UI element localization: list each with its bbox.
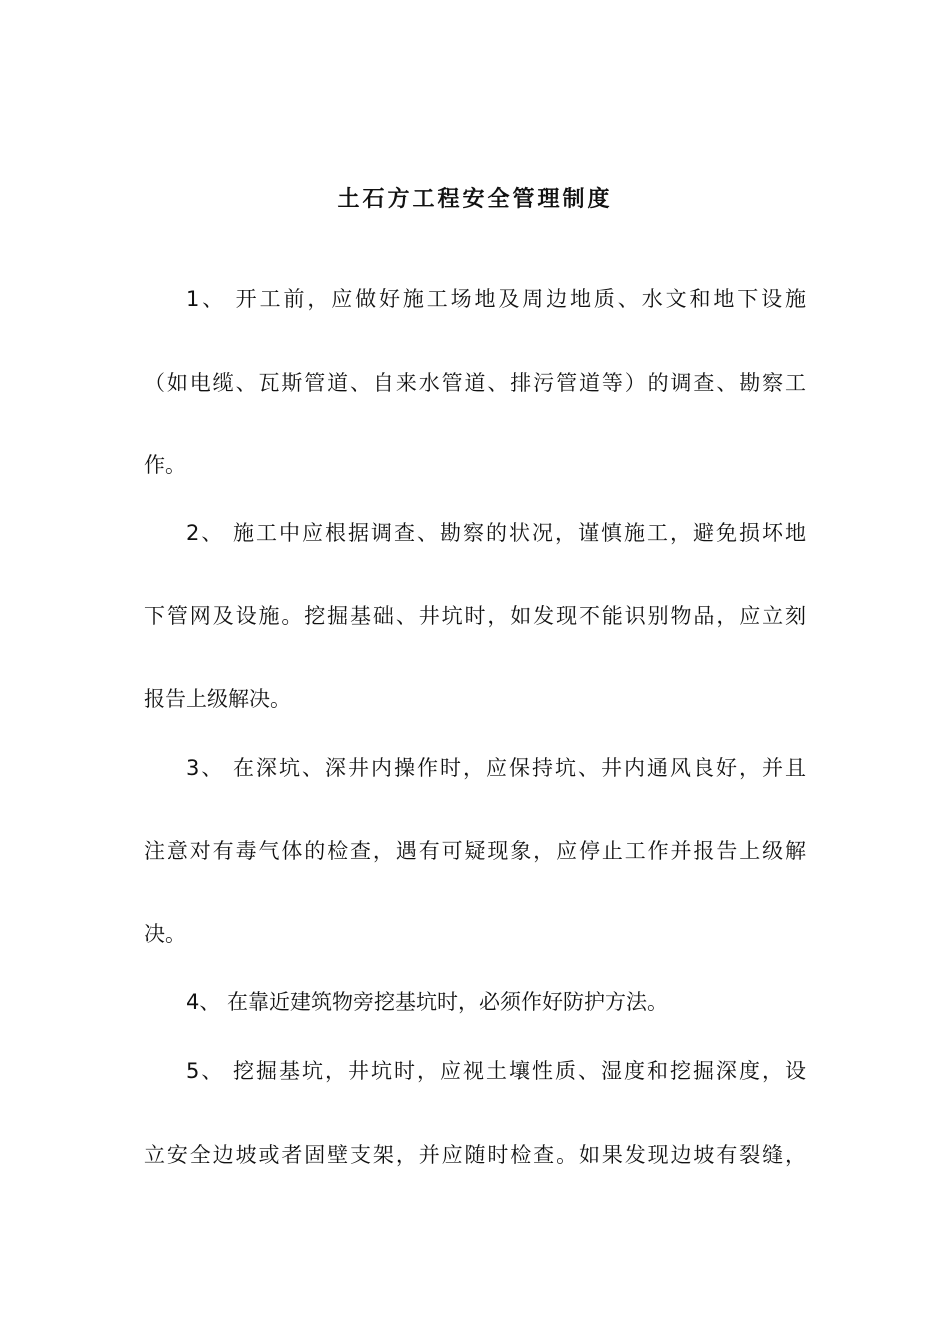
rule-3-line-3: 决。 xyxy=(144,922,186,946)
rule-1-line-3: 作。 xyxy=(144,453,186,477)
rule-4-line-1: 4、 在靠近建筑物旁挖基坑时，必须作好防护方法。 xyxy=(186,990,669,1014)
rule-2-line-2: 下管网及设施。挖掘基础、井坑时，如发现不能识别物品，应立刻 xyxy=(144,604,806,628)
rule-5-line-1: 5、 挖掘基坑，井坑时，应视土壤性质、湿度和挖掘深度，设 xyxy=(186,1059,806,1083)
document-title: 土石方工程安全管理制度 xyxy=(337,186,613,212)
rule-3-line-2: 注意对有毒气体的检查，遇有可疑现象，应停止工作并报告上级解 xyxy=(144,839,806,863)
rule-1-line-2: （如电缆、瓦斯管道、自来水管道、排污管道等）的调查、勘察工 xyxy=(144,371,806,395)
rule-2-line-3: 报告上级解决。 xyxy=(144,687,291,711)
rule-1-line-1: 1、 开工前，应做好施工场地及周边地质、水文和地下设施 xyxy=(186,287,806,311)
rule-5-line-2: 立安全边坡或者固壁支架，并应随时检查。如果发现边坡有裂缝， xyxy=(144,1143,806,1167)
rule-2-line-1: 2、 施工中应根据调查、勘察的状况，谨慎施工，避免损坏地 xyxy=(186,521,806,545)
rule-3-line-1: 3、 在深坑、深井内操作时，应保持坑、井内通风良好，并且 xyxy=(186,756,806,780)
